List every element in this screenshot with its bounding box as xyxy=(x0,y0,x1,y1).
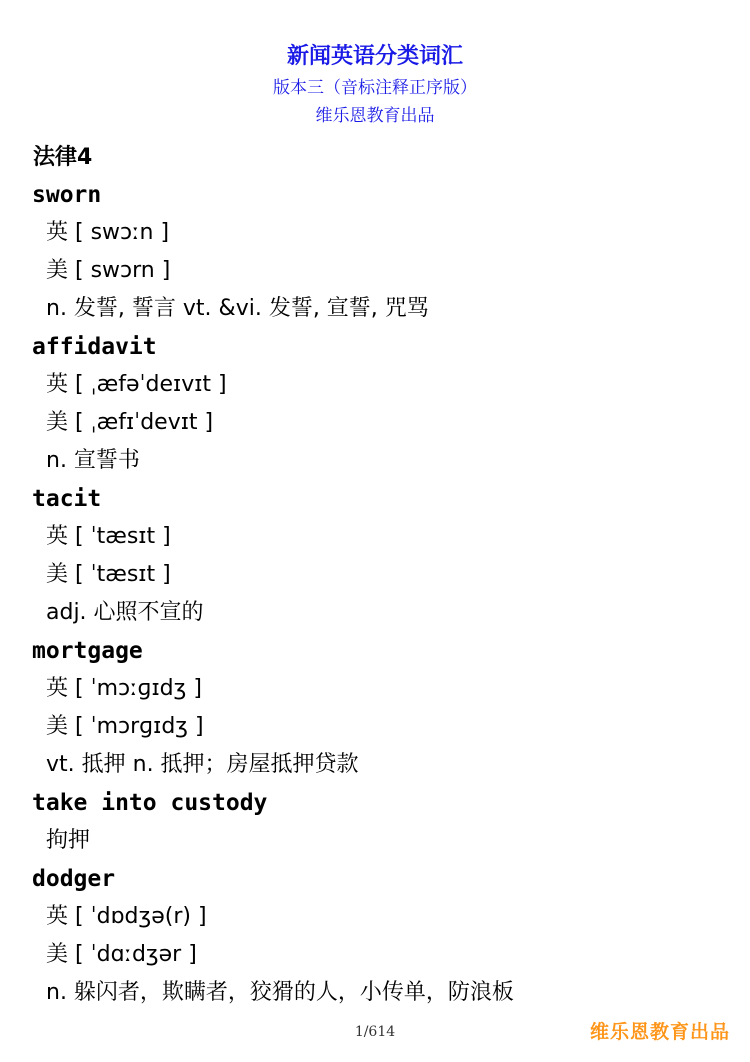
vocab-word: affidavit xyxy=(32,334,157,360)
vocab-detail-line: n. 宣誓书 xyxy=(46,448,140,473)
vocab-entry xyxy=(0,176,750,328)
vocab-detail-line: 英 [ swɔːn ] xyxy=(46,220,170,245)
page-number: 1/614 xyxy=(354,1024,396,1040)
vocab-detail-line: 英 [ ˈmɔːɡɪdʒ ] xyxy=(46,676,202,701)
document-subtitle: 版本三（音标注释正序版） xyxy=(273,78,477,98)
vocab-word: sworn xyxy=(32,182,102,208)
vocab-detail-line: 美 [ ˌæfɪˈdevɪt ] xyxy=(46,410,214,435)
vocab-entry xyxy=(0,860,750,1012)
vocab-word: mortgage xyxy=(32,638,143,664)
document-header xyxy=(0,40,750,130)
vocab-entry xyxy=(0,784,750,860)
vocab-word: take into custody xyxy=(32,790,268,816)
vocab-detail-line: 拘押 xyxy=(46,828,91,853)
vocab-detail-line: 英 [ ˈtæsɪt ] xyxy=(46,524,171,549)
vocab-detail-line: vt. 抵押 n. 抵押；房屋抵押贷款 xyxy=(46,752,359,777)
vocab-detail-line: 美 [ ˈmɔrɡɪdʒ ] xyxy=(46,714,204,739)
vocab-word: dodger xyxy=(32,866,116,892)
vocab-entry xyxy=(0,632,750,784)
vocab-detail-line: n. 躲闪者，欺瞒者，狡猾的人，小传单，防浪板 xyxy=(46,980,514,1005)
vocab-detail-line: 英 [ ˌæfəˈdeɪvɪt ] xyxy=(46,372,227,397)
document-publisher: 维乐恩教育出品 xyxy=(315,106,435,126)
watermark-logo: 维乐恩教育出品 xyxy=(589,1021,730,1043)
vocab-entry xyxy=(0,328,750,480)
document-title: 新闻英语分类词汇 xyxy=(286,44,463,69)
vocab-detail-line: 美 [ ˈdɑːdʒər ] xyxy=(46,942,197,967)
vocab-detail-line: n. 发誓, 誓言 vt. &vi. 发誓, 宣誓, 咒骂 xyxy=(46,296,429,321)
vocab-detail-line: 美 [ swɔrn ] xyxy=(46,258,171,283)
vocab-detail-line: adj. 心照不宣的 xyxy=(46,600,204,625)
vocab-detail-line: 美 [ ˈtæsɪt ] xyxy=(46,562,171,587)
vocab-entry xyxy=(0,480,750,632)
vocab-word: tacit xyxy=(32,486,102,512)
vocabulary-list xyxy=(0,176,750,1012)
vocab-detail-line: 英 [ ˈdɒdʒə(r) ] xyxy=(46,904,207,929)
section-title: 法律4 xyxy=(33,145,93,170)
